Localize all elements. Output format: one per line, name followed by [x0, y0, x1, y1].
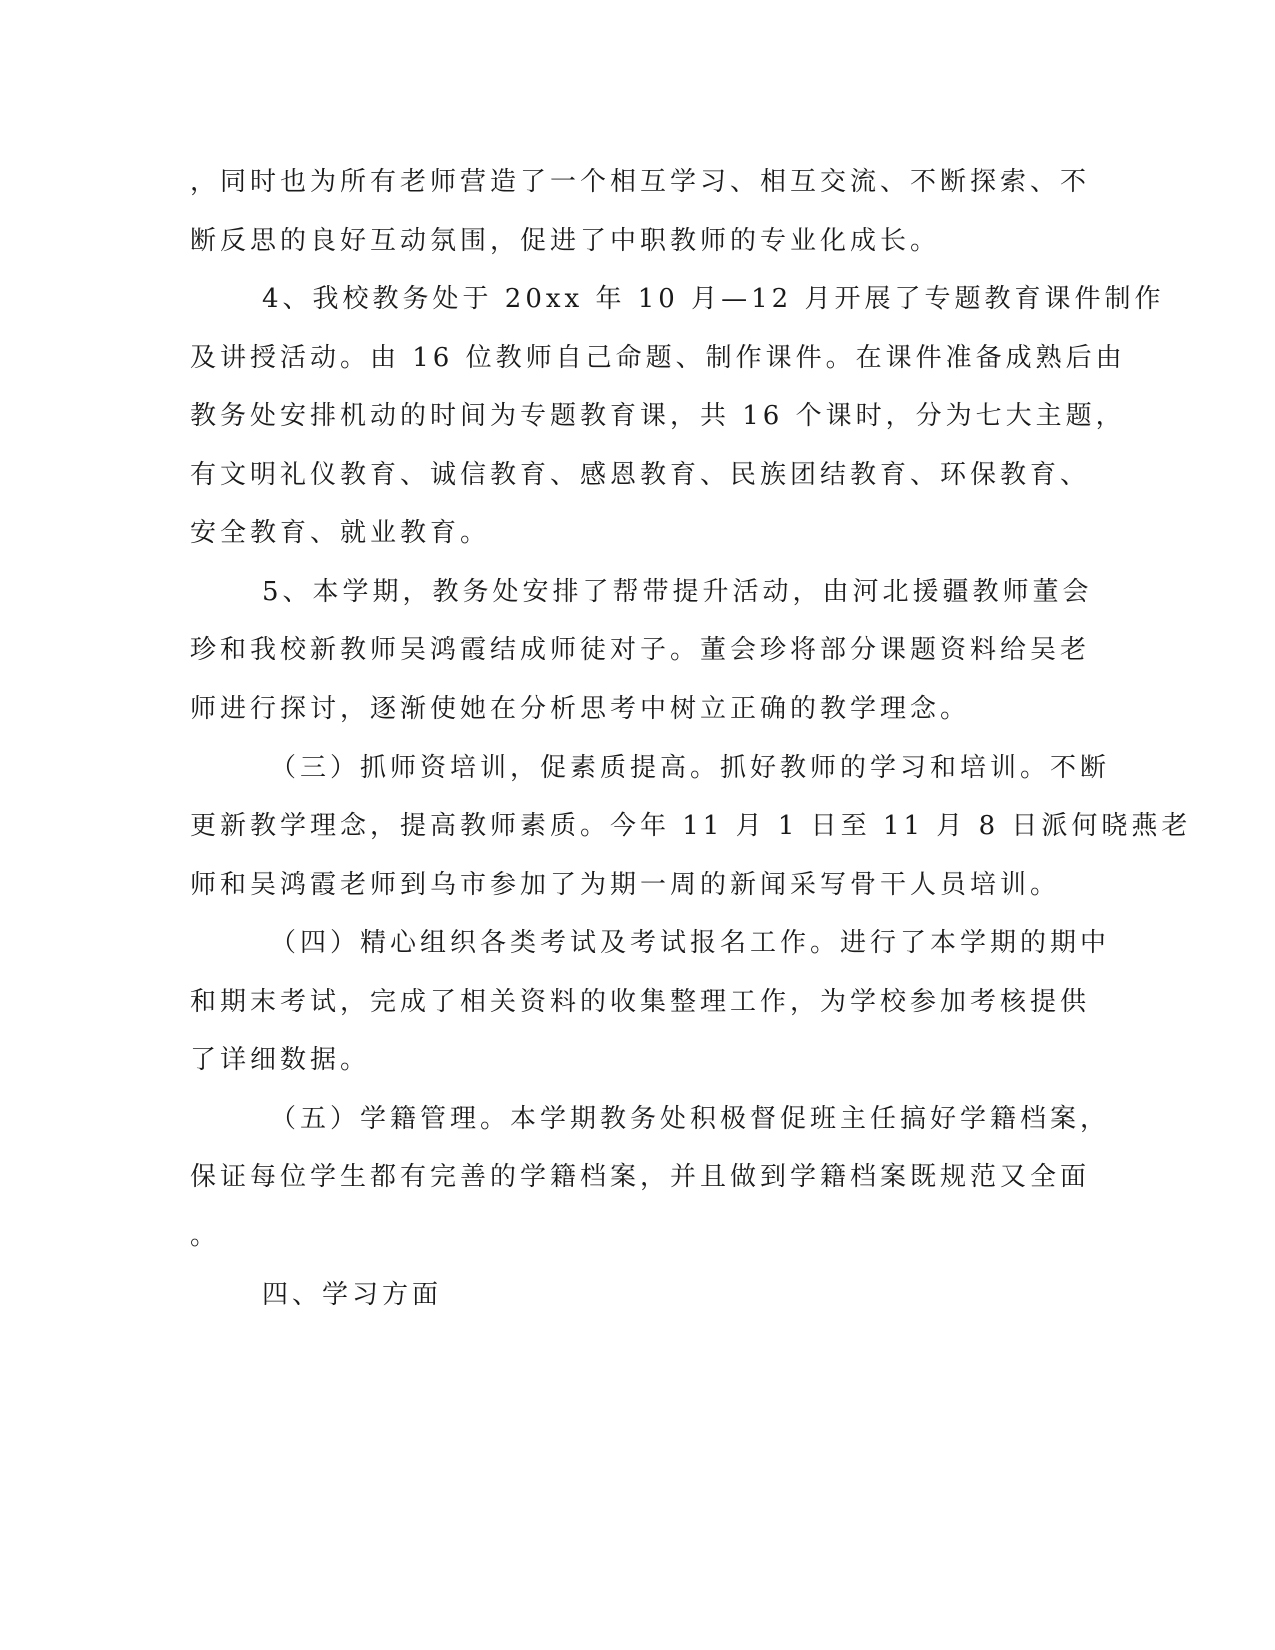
paragraph-4-start: 4、我校教务处于 20xx 年 10 月—12 月开展了专题教育课件制作: [262, 284, 1165, 314]
text-line: 了详细数据。: [190, 1045, 371, 1075]
text-line: 师和吴鸿霞老师到乌市参加了为期一周的新闻采写骨干人员培训。: [190, 870, 1061, 900]
text-line: 保证每位学生都有完善的学籍档案，并且做到学籍档案既规范又全面: [190, 1162, 1091, 1192]
text-line: 安全教育、就业教育。: [190, 518, 491, 548]
text-line: 师进行探讨，逐渐使她在分析思考中树立正确的教学理念。: [190, 694, 971, 724]
text-line: 珍和我校新教师吴鸿霞结成师徒对子。董会珍将部分课题资料给吴老: [190, 635, 1091, 665]
text-line: 教务处安排机动的时间为专题教育课，共 16 个课时，分为七大主题，: [190, 401, 1126, 431]
text-line: 。: [190, 1221, 221, 1251]
section-heading-study: 四、学习方面: [262, 1280, 443, 1310]
section-three-start: （三）抓师资培训，促素质提高。抓好教师的学习和培训。不断: [270, 753, 1111, 783]
text-line: 更新教学理念，提高教师素质。今年 11 月 1 日至 11 月 8 日派何晓燕老: [190, 811, 1192, 841]
text-line: 断反思的良好互动氛围，促进了中职教师的专业化成长。: [190, 226, 941, 256]
text-line: 和期末考试，完成了相关资料的收集整理工作，为学校参加考核提供: [190, 987, 1091, 1017]
section-four-start: （四）精心组织各类考试及考试报名工作。进行了本学期的期中: [270, 928, 1111, 958]
text-line: 有文明礼仪教育、诚信教育、感恩教育、民族团结教育、环保教育、: [190, 460, 1091, 490]
section-five-start: （五）学籍管理。本学期教务处积极督促班主任搞好学籍档案，: [270, 1104, 1111, 1134]
paragraph-5-start: 5、本学期，教务处安排了帮带提升活动，由河北援疆教师董会: [262, 577, 1093, 607]
text-line: 及讲授活动。由 16 位教师自己命题、制作课件。在课件准备成熟后由: [190, 343, 1126, 373]
text-line: ，同时也为所有老师营造了一个相互学习、相互交流、不断探索、不: [190, 167, 1091, 197]
